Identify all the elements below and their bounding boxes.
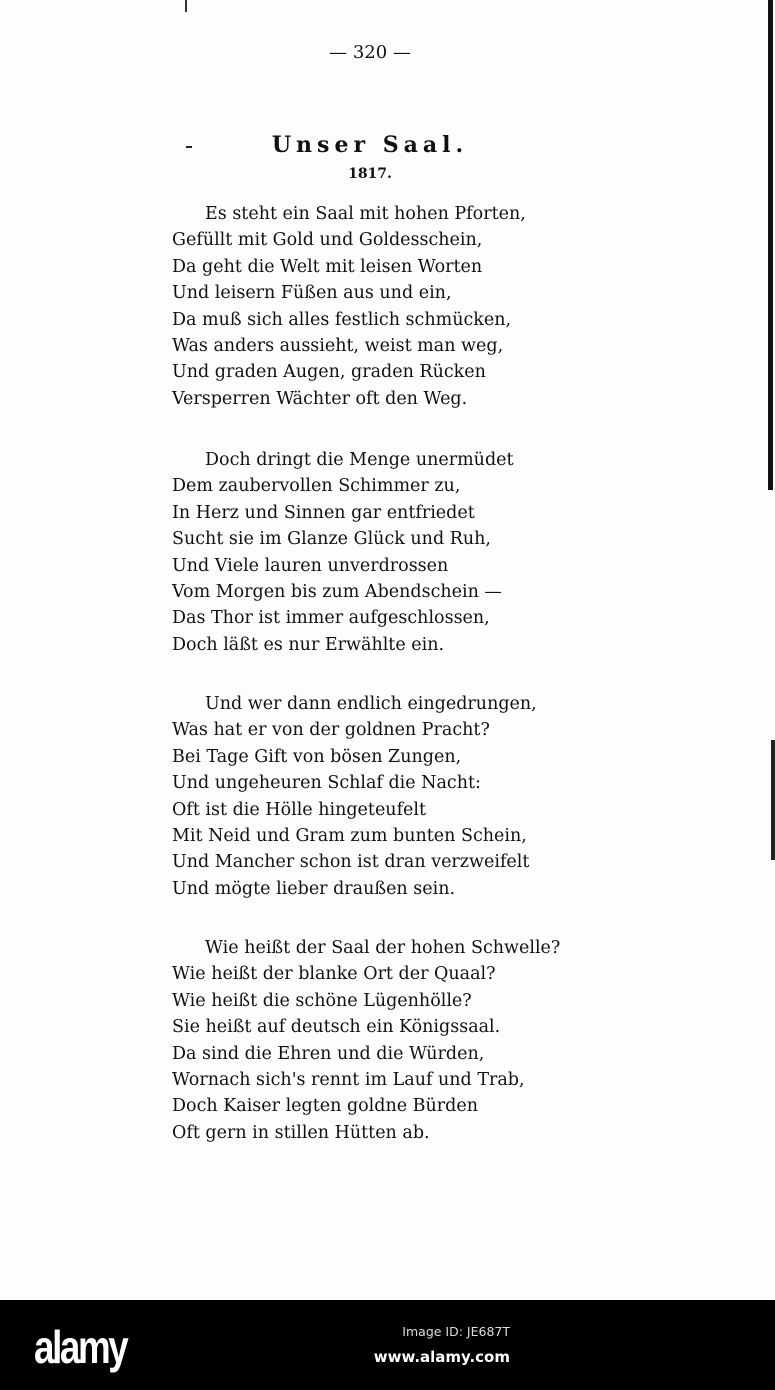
verse-line: Oft gern in stillen Hütten ab. — [172, 1122, 430, 1143]
verse-line: Vom Morgen bis zum Abendschein — — [172, 582, 502, 603]
verse-line: Sie heißt auf deutsch ein Königssaal. — [172, 1017, 501, 1038]
verse-line: Doch Kaiser legten goldne Bürden — [172, 1096, 479, 1117]
verse-line: Und wer dann endlich eingedrungen, — [205, 694, 537, 714]
poem-year: 1817. — [348, 166, 392, 182]
verse-line: Da muß sich alles festlich schmücken, — [172, 309, 512, 330]
verse-line: Dem zaubervollen Schimmer zu, — [172, 476, 461, 497]
watermark-url: www.alamy.com — [373, 1348, 510, 1366]
verse-line: Doch dringt die Menge unermüdet — [205, 450, 514, 470]
watermark-bar — [0, 1300, 775, 1390]
verse-line: Da geht die Welt mit leisen Worten — [172, 256, 483, 277]
stanza — [172, 935, 560, 1146]
page-number: — 320 — — [329, 42, 411, 63]
verse-line: Mit Neid und Gram zum bunten Schein, — [172, 826, 527, 847]
stanza — [172, 691, 537, 902]
verse-line: Und mögte lieber draußen sein. — [172, 878, 456, 899]
scan-mark — [185, 0, 187, 12]
verse-line: Wie heißt der Saal der hohen Schwelle? — [205, 938, 561, 958]
stanza — [172, 201, 526, 412]
verse-line: Es steht ein Saal mit hohen Pforten, — [205, 204, 526, 224]
verse-line: Oft ist die Hölle hingeteufelt — [172, 799, 427, 820]
verse-line: Und Viele lauren unverdrossen — [172, 555, 449, 576]
verse-line: Was hat er von der goldnen Pracht? — [172, 720, 490, 741]
page-edge-shadow — [768, 0, 773, 490]
poem-title: Unser Saal. — [271, 132, 469, 158]
verse-line: Was anders aussieht, weist man weg, — [172, 336, 504, 357]
verse-line: Sucht sie im Glanze Glück und Ruh, — [172, 529, 491, 550]
verse-line: Gefüllt mit Gold und Goldesschein, — [172, 230, 483, 251]
verse-line: Bei Tage Gift von bösen Zungen, — [172, 746, 462, 767]
page-edge-shadow-lower — [771, 740, 775, 860]
alamy-logo: alamy — [34, 1321, 127, 1373]
verse-line: Und ungeheuren Schlaf die Nacht: — [172, 773, 481, 794]
verse-line: Das Thor ist immer aufgeschlossen, — [172, 608, 490, 629]
stanza — [172, 447, 514, 658]
verse-line: Und graden Augen, graden Rücken — [172, 362, 486, 383]
verse-line: Und leisern Füßen aus und ein, — [172, 283, 452, 304]
image-id: Image ID: JE687T — [402, 1324, 510, 1339]
verse-line: Da sind die Ehren und die Würden, — [172, 1043, 485, 1064]
verse-line: Wornach sich's rennt im Lauf und Trab, — [172, 1070, 525, 1091]
verse-line: In Herz und Sinnen gar entfriedet — [172, 502, 475, 523]
verse-line: Doch läßt es nur Erwählte ein. — [172, 634, 445, 655]
verse-line: Versperren Wächter oft den Weg. — [172, 388, 468, 409]
verse-line: Wie heißt der blanke Ort der Quaal? — [172, 964, 496, 985]
verse-line: Wie heißt die schöne Lügenhölle? — [172, 990, 472, 1011]
verse-line: Und Mancher schon ist dran verzweifelt — [172, 852, 530, 873]
